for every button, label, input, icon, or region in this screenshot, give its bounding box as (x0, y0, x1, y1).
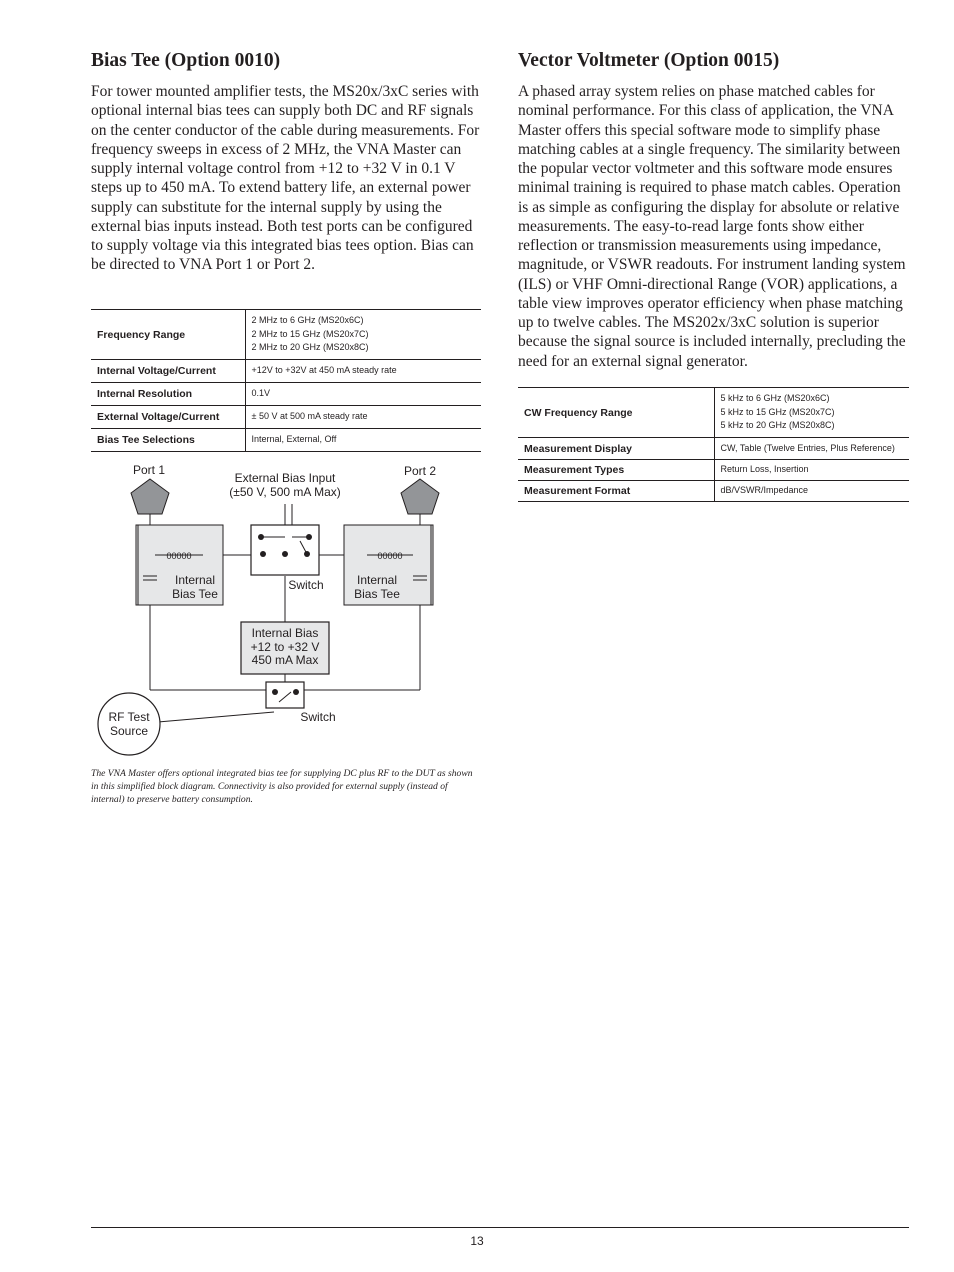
svg-text:+12 to +32 V: +12 to +32 V (250, 640, 320, 654)
table-row (518, 388, 909, 438)
external-bias-rating: (±50 V, 500 mA Max) (229, 485, 341, 499)
spec-value: Internal, External, Off (245, 429, 481, 452)
port1-pentagon-icon (131, 479, 169, 514)
spec-value: 2 MHz to 6 GHz (MS20x6C) 2 MHz to 15 GHz (MS20x7C) 2 MHz to 20 GHz (MS20x8C) (245, 310, 481, 360)
spec-label: Frequency Range (91, 310, 245, 360)
vector-voltmeter-spec-table (518, 387, 909, 502)
right-column (518, 48, 909, 371)
spec-label: Internal Voltage/Current (91, 360, 245, 383)
bias-switch (251, 525, 319, 575)
spec-label: Measurement Format (518, 481, 714, 502)
rf-source-label: RF Test (108, 710, 150, 724)
internal-bias-tee-label: Internal (356, 573, 398, 587)
spec-value: dB/VSWR/Impedance (714, 481, 909, 502)
switch-label: Switch (300, 710, 336, 724)
page-number: 13 (470, 1234, 484, 1248)
port1-label: Port 1 (133, 463, 166, 477)
external-bias-label: External Bias Input (234, 471, 336, 485)
bias-tee-spec-table (91, 309, 481, 452)
port2-pentagon-icon (401, 479, 439, 514)
rf-switch (266, 682, 304, 708)
bias-tee-paragraph: For tower mounted amplifier tests, the MS20x/3xC series with optional internal bias tees can supply both DC and RF signals on the center conductor of the cable during measurements. For frequency sweeps in excess of 2 MHz, the VNA Master can supply internal voltage control from +12 to +32 V in 0.1 V steps up to 450 mA. To extend battery life, an external power supply can substitute for the internal supply by using the external bias inputs instead. Both test ports can be configured to supply voltage via this integrated bias tees option. Bias can be directed to VNA Port 1 or Port 2. (91, 83, 480, 274)
spec-label: External Voltage/Current (91, 406, 245, 429)
port2-label: Port 2 (404, 464, 437, 478)
vector-voltmeter-paragraph: A phased array system relies on phase matched cables for nominal performance. For this class of application, the VNA Master offers this special software mode to simplify phase matching cables at a single frequency. The similarity between the popular vector voltmeter and this software mode ensures minimal training is required to phase match cables. Operation is as simple as configuring the display for absolute or relative measurements. The easy-to-read large fonts show either reflection or transmission measurements using impedance, magnitude, or VSWR readouts. For instrument landing system (ILS) or VHF Omni-directional Range (VOR) applications, a table view improves operator efficiency when phase matching up to twelve cables. The MS202x/3xC solution is superior because the signal source is included internally, precluding the need for an external signal generator. (518, 83, 906, 370)
table-row (91, 383, 481, 406)
spec-label: CW Frequency Range (518, 388, 714, 438)
spec-value: Return Loss, Insertion (714, 460, 909, 481)
table-row (91, 310, 481, 360)
spec-label: Measurement Types (518, 460, 714, 481)
internal-bias-tee-label: Bias Tee (354, 587, 400, 601)
svg-text:Internal Bias: Internal Bias (251, 626, 319, 640)
spec-value: 5 kHz to 6 GHz (MS20x6C) 5 kHz to 15 GHz (MS20x7C) 5 kHz to 20 GHz (MS20x8C) (714, 388, 909, 438)
internal-bias-tee-label: Bias Tee (172, 587, 218, 601)
spec-value: ± 50 V at 500 mA steady rate (245, 406, 481, 429)
internal-bias-supply (241, 622, 329, 674)
left-column (91, 48, 481, 275)
spec-value: +12V to +32V at 450 mA steady rate (245, 360, 481, 383)
bias-tee-block-diagram (91, 458, 481, 763)
spec-value: CW, Table (Twelve Entries, Plus Reference) (714, 438, 909, 460)
table-row (91, 429, 481, 452)
diagram-caption: The VNA Master offers optional integrated bias tee for supplying DC plus RF to the DUT as shown in this simplified block diagram. Connectivity is also provided for external supply (instead of internal) to preserve battery consumption. (91, 768, 473, 805)
table-row (518, 481, 909, 502)
spec-value: 0.1V (245, 383, 481, 406)
inductor-coil-icon: 00000 (166, 551, 192, 561)
table-row (91, 406, 481, 429)
switch-label: Switch (288, 578, 324, 592)
vector-voltmeter-heading: Vector Voltmeter (Option 0015) (518, 50, 780, 71)
bias-tee-heading: Bias Tee (Option 0010) (91, 50, 281, 71)
internal-bias-tee-right (344, 525, 433, 605)
table-row (518, 438, 909, 460)
internal-bias-tee-label: Internal (174, 573, 216, 587)
spec-label: Bias Tee Selections (91, 429, 245, 452)
inductor-coil-icon: 00000 (377, 551, 403, 561)
internal-bias-tee-left (136, 525, 223, 605)
spec-label: Measurement Display (518, 438, 714, 460)
table-row (518, 460, 909, 481)
footer-rule (91, 1227, 909, 1228)
svg-text:450 mA Max: 450 mA Max (251, 653, 319, 667)
spec-label: Internal Resolution (91, 383, 245, 406)
table-row (91, 360, 481, 383)
rf-source-label: Source (109, 724, 149, 738)
